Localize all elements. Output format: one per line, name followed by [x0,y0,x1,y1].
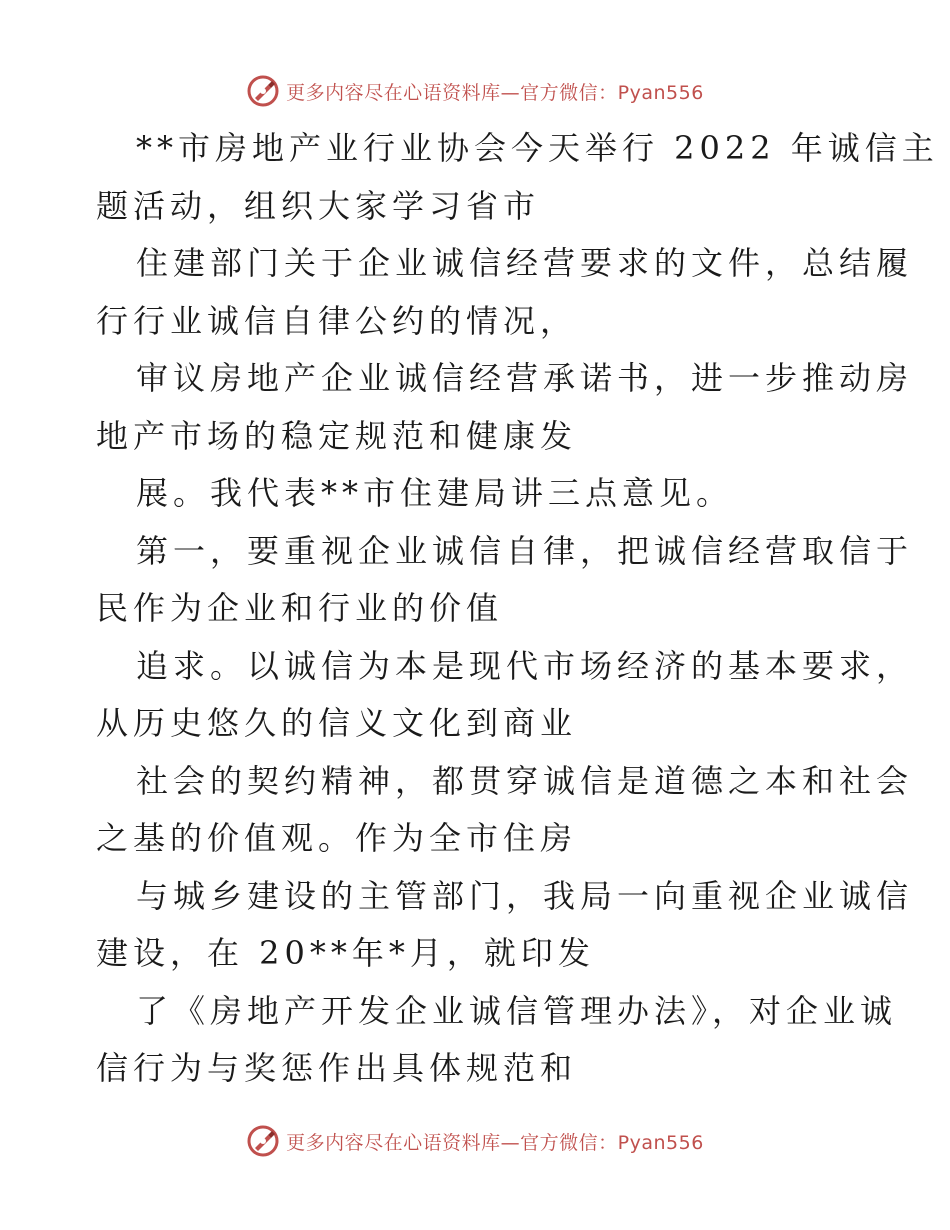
header-watermark [0,74,950,108]
text-line: 信行为与奖惩作出具体规范和 [96,1049,578,1087]
document-body [96,120,939,1098]
text-line: 社会的契约精神，都贯穿诚信是道德之本和社会 [136,761,914,800]
text-line: 住建部门关于企业诚信经营要求的文件，总结履 [136,244,914,282]
text-line: 之基的价值观。作为全市住房 [96,819,578,857]
text-line: 建设，在 20**年*月，就印发 [96,934,595,972]
pen-logo-icon [246,74,280,108]
footer-watermark [0,1124,950,1158]
text-line: 第一，要重视企业诚信自律，把诚信经营取信于 [136,531,914,570]
text-line: 民作为企业和行业的价值 [96,589,504,627]
text-line: 地产市场的稳定规范和健康发 [96,416,578,455]
text-line: 行行业诚信自律公约的情况， [96,301,578,340]
pen-logo-icon [246,1124,280,1158]
text-line: 与城乡建设的主管部门，我局一向重视企业诚信 [136,876,914,915]
text-line: 了《房地产开发企业诚信管理办法》，对企业诚 [136,991,898,1030]
watermark-text: 更多内容尽在心语资料库—官方微信：Pyan556 [286,1131,704,1154]
text-line: 从历史悠久的信义文化到商业 [96,704,578,742]
text-line: **市房地产业行业协会今天举行 2022 年诚信主 [136,129,939,167]
text-line: 追求。以诚信为本是现代市场经济的基本要求， [136,646,914,685]
text-line: 题活动，组织大家学习省市 [96,186,541,225]
text-line: 展。我代表**市住建局讲三点意见。 [136,474,734,512]
watermark-text: 更多内容尽在心语资料库—官方微信：Pyan556 [286,81,704,104]
text-line: 审议房地产企业诚信经营承诺书，进一步推动房 [136,359,914,397]
